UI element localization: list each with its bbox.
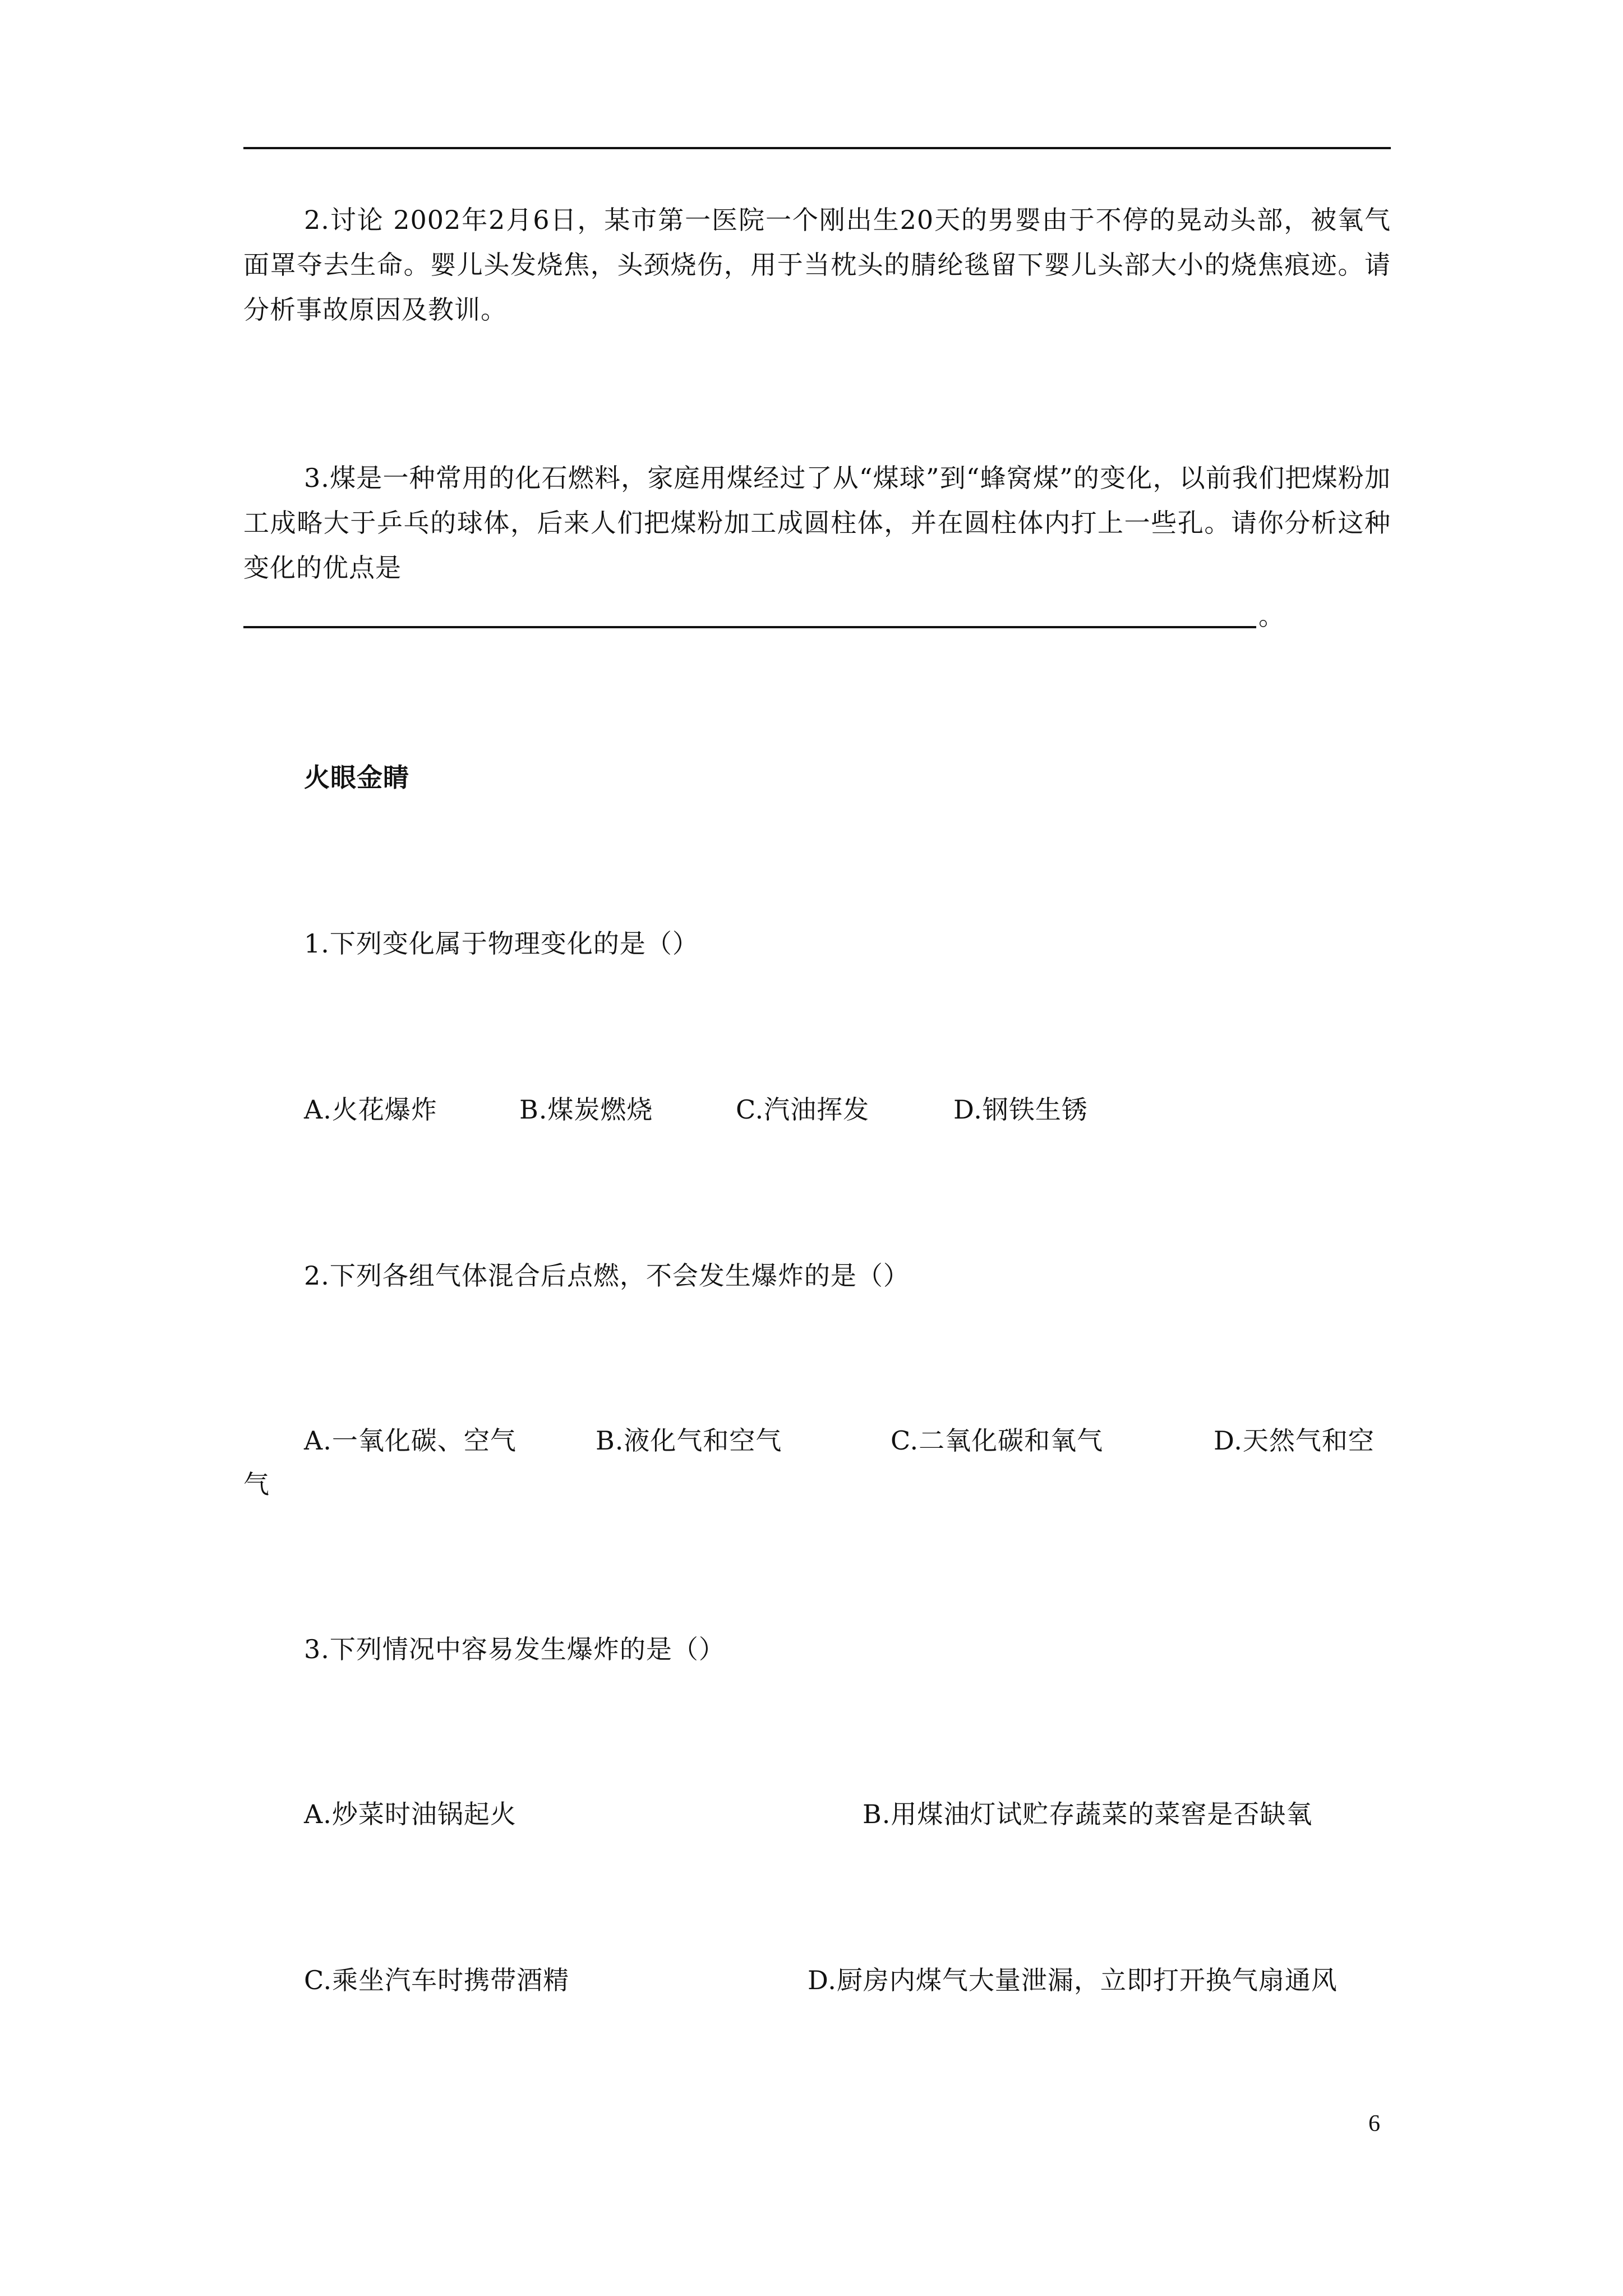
question-3-option-d: D.厨房内煤气大量泄漏，立即打开换气扇通风 bbox=[808, 1965, 1338, 1995]
header-rule bbox=[243, 147, 1391, 149]
question-1-option-b: B.煤炭燃烧 bbox=[519, 1094, 653, 1125]
question-1-stem: 1.下列变化属于物理变化的是（） bbox=[304, 928, 699, 959]
question-2-option-b: B.液化气和空气 bbox=[596, 1425, 782, 1456]
answer-blank-line bbox=[243, 626, 1256, 628]
question-3-option-c: C.乘坐汽车时携带酒精 bbox=[304, 1965, 570, 1995]
discussion-question-2: 2.讨论 2002年2月6日，某市第一医院一个刚出生20天的男婴由于不停的晃动头部，被氧气面罩夺去生命。婴儿头发烧焦，头颈烧伤，用于当枕头的腈纶毯留下婴儿头部大小的烧焦痕迹。请分析事故原因及教训。 bbox=[243, 205, 1391, 325]
question-3-stem: 3.下列情况中容易发生爆炸的是（） bbox=[304, 1634, 725, 1664]
page-number: 6 bbox=[1368, 2111, 1380, 2137]
answer-end-mark: 。 bbox=[1258, 601, 1284, 631]
question-1-option-c: C.汽油挥发 bbox=[736, 1094, 870, 1125]
question-1-option-d: D.钢铁生锈 bbox=[953, 1094, 1088, 1125]
question-3-option-b: B.用煤油灯试贮存蔬菜的菜窖是否缺氧 bbox=[863, 1799, 1313, 1829]
question-2-option-d: D.天然气和空 bbox=[1214, 1425, 1375, 1456]
question-3-option-a: A.炒菜时油锅起火 bbox=[304, 1799, 517, 1829]
question-2-option-d-wrap: 气 bbox=[243, 1469, 269, 1499]
section-heading: 火眼金睛 bbox=[304, 762, 409, 793]
question-2-option-c: C.二氧化碳和氧气 bbox=[891, 1425, 1104, 1456]
discussion-question-3: 3.煤是一种常用的化石燃料，家庭用煤经过了从“煤球”到“蜂窝煤”的变化，以前我们把煤粉加工成略大于乒乓的球体，后来人们把煤粉加工成圆柱体，并在圆柱体内打上一些孔。请你分析这种变化的优点是 bbox=[243, 463, 1391, 583]
question-2-stem: 2.下列各组气体混合后点燃，不会发生爆炸的是（） bbox=[304, 1260, 910, 1291]
question-1-option-a: A.火花爆炸 bbox=[304, 1094, 437, 1125]
question-2-option-a: A.一氧化碳、空气 bbox=[304, 1425, 517, 1456]
